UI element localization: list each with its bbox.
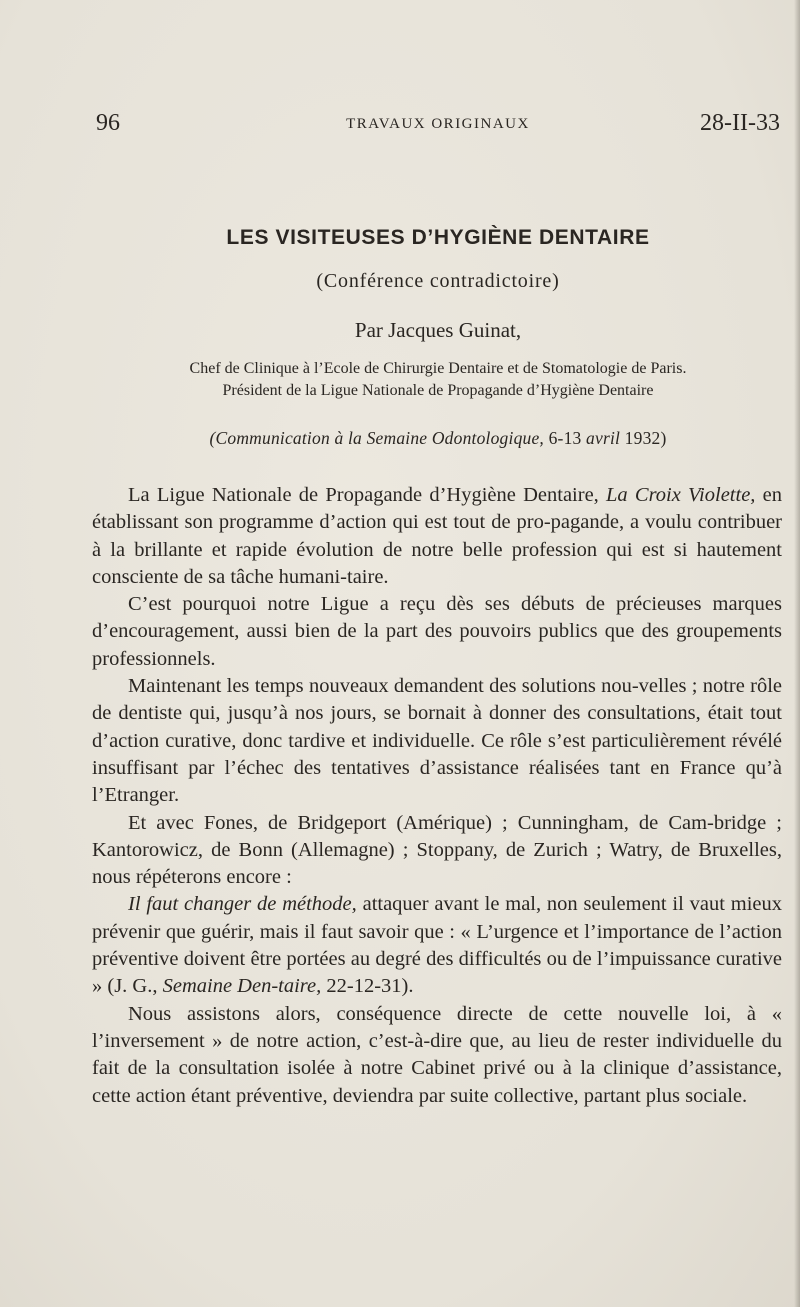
italic-text: Semaine Den-taire,	[162, 975, 322, 998]
article-title: LES VISITEUSES D’HYGIÈNE DENTAIRE	[226, 226, 650, 249]
italic-text: La Croix Violette,	[606, 484, 756, 506]
issue-date: 28-II-33	[700, 110, 780, 136]
paragraph: C’est pourquoi notre Ligue a reçu dès ses débuts de précieuses marques d’encouragement, aussi bien de la part des pouvoirs publics que des groupements professionnels.	[92, 593, 782, 670]
paragraph-text: en établissant son programme d’action qui est tout de pro-pagande, a voulu contribuer à la brillante et rapide évolution de notre belle profession qui est si hautement consciente de sa tâche humani-taire.	[92, 484, 782, 588]
paragraph-text: 22-12-31).	[321, 975, 414, 998]
article-subtitle: (Conférence contradictoire)	[316, 270, 560, 292]
page-number: 96	[96, 110, 120, 136]
author-affiliation-2: Président de la Ligue Nationale de Propagande d’Hygiène Dentaire	[222, 382, 654, 399]
paragraph-text: La Ligue Nationale de Propagande d’Hygiène Dentaire,	[128, 484, 607, 506]
paragraph: Et avec Fones, de Bridgeport (Amérique) ; Cunningham, de Cam-bridge ; Kantorowicz, de Bonn (Allemagne) ; Stoppany, de Zurich ; Watry, de Bruxelles, nous répéterons encore :	[92, 811, 782, 889]
paragraph-text: attaquer avant le mal, non seulement il vaut mieux prévenir que guérir, mais il faut savoir que : « L’urgence et l’importance de l’action préventive doivent être portées au degré des difficultés ou de l’impuissance curative » (J. G.,	[92, 893, 782, 998]
venue-dates: 6-13	[544, 428, 587, 448]
running-header	[96, 110, 780, 144]
author-line: Par Jacques Guinat,	[354, 318, 522, 342]
article-body	[92, 482, 782, 1110]
italic-text: Il faut changer de méthode,	[128, 893, 357, 916]
venue-year: 1932)	[620, 428, 667, 448]
running-title: TRAVAUX ORIGINAUX	[346, 116, 530, 132]
venue-month: avril	[586, 428, 621, 448]
author-affiliation-1: Chef de Clinique à l’Ecole de Chirurgie Dentaire et de Stomatologie de Paris.	[189, 360, 687, 377]
paragraph: Nous assistons alors, conséquence directe de cette nouvelle loi, à « l’inversement » de notre action, c’est-à-dire que, au lieu de rester individuelle du fait de la consultation isolée à notre Cabinet privé ou à la clinique d’assistance, cette action étant préventive, deviendra par suite collective, partant plus sociale.	[92, 1002, 782, 1107]
paragraph	[92, 482, 782, 591]
paragraph	[92, 891, 782, 1000]
venue-prefix: (Communication à la Semaine Odontologique,	[209, 428, 545, 448]
venue-line	[96, 428, 780, 449]
page-edge-shadow	[794, 0, 800, 1307]
paragraph: Maintenant les temps nouveaux demandent des solutions nou-velles ; notre rôle de dentiste qui, jusqu’à nos jours, se bornait à donner des consultations, était tout d’action curative, donc tardive et individuelle. Ce rôle s’est particulièrement révélé insuffisant par l’échec des tentatives d’assistance réalisées tant en France qu’à l’Etranger.	[92, 675, 782, 807]
